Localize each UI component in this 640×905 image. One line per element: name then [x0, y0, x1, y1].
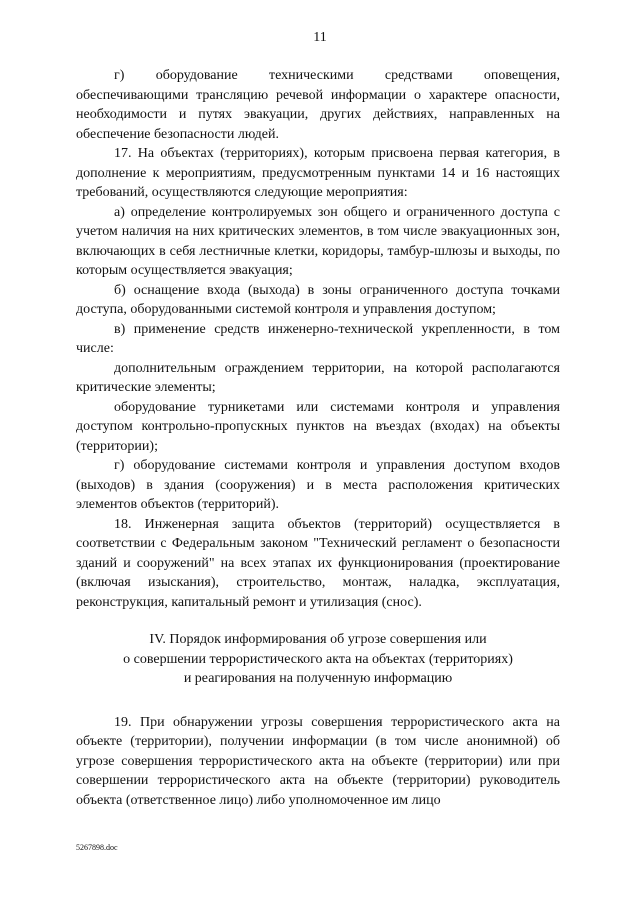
paragraph-17v-fence: дополнительным ограждением территории, на которой располагаются критические элементы;: [76, 360, 560, 395]
paragraph-17: 17. На объектах (территориях), которым присвоена первая категория, в дополнение к мероприятиям, предусмотренным пунктами 14 и 16 настоящих требований, осуществляются следующие мероприятия:: [76, 146, 560, 200]
section-heading-line-3: и реагирования на полученную информацию: [183, 671, 453, 686]
document-body: [76, 66, 560, 810]
paragraph-19: 19. При обнаружении угрозы совершения террористического акта на объекте (территории), получении информации (в том числе анонимной) об угрозе совершения террористического акта на объекте (территории) или при совершении террористического акта на объекте (территории) руководитель объекта (ответственное лицо) либо уполномоченное им лицо: [76, 714, 560, 808]
paragraph-17a: а) определение контролируемых зон общего и ограниченного доступа с учетом наличия на них критических элементов, в том числе эвакуационных зон, включающих в себя лестничные клетки, коридоры, тамбур-шлюзы и выходы, по которым осуществляется эвакуация;: [76, 204, 560, 278]
paragraph-17b: б) оснащение входа (выхода) в зоны ограниченного доступа точками доступа, оборудованными системой контроля и управления доступом;: [76, 282, 560, 317]
paragraph-17g: г) оборудование системами контроля и управления доступом входов (выходов) в здания (сооружения) и в места расположения критических элементов объектов (территорий).: [76, 458, 560, 512]
section-heading-line-2: о совершении террористического акта на объектах (территориях): [123, 651, 513, 667]
page-number: 11: [313, 30, 327, 45]
paragraph-16g: г) оборудование техническими средствами оповещения, обеспечивающими трансляцию речевой информации о характере опасности, необходимости и путях эвакуации, других действиях, направленных на обеспечение безопасности людей.: [76, 68, 560, 142]
paragraph-18: 18. Инженерная защита объектов (территорий) осуществляется в соответствии с Федеральным законом "Технический регламент о безопасности зданий и сооружений" на всех этапах их функционирования (проектирование (включая изыскания), строительство, монтаж, наладка, эксплуатация, реконструкция, капитальный ремонт и утилизация (снос).: [76, 516, 560, 610]
section-heading-line-1: IV. Порядок информирования об угрозе совершения или: [149, 632, 487, 647]
paragraph-17v: в) применение средств инженерно-технической укрепленности, в том числе:: [76, 321, 560, 356]
paragraph-17v-turnstiles: оборудование турникетами или системами контроля и управления доступом контрольно-пропускных пунктов на въездах (входах) на объекты (территории);: [76, 399, 560, 454]
footer-filename: 5267898.doc: [76, 843, 118, 852]
section-heading: [76, 630, 560, 689]
